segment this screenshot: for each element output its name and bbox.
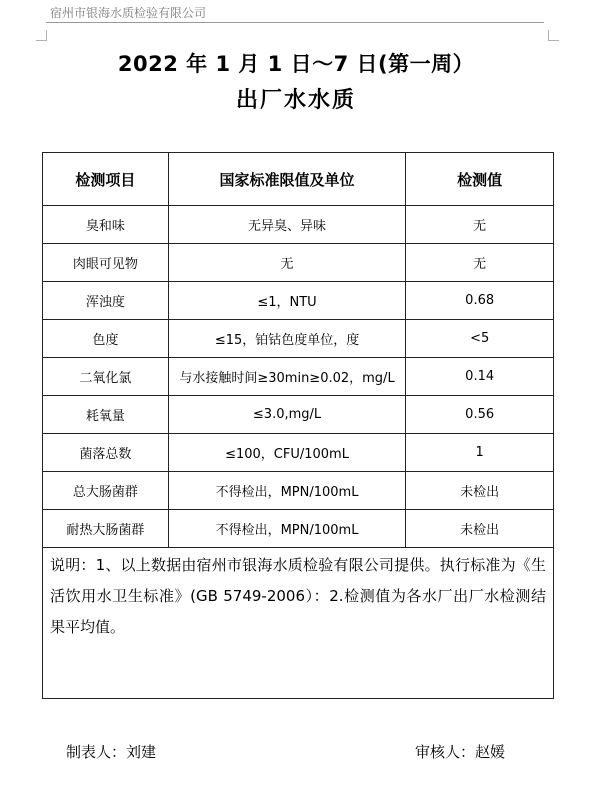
report-title: 2022 年 1 月 1 日～7 日(第一周）: [117, 52, 475, 76]
item-name: 浑浊度: [43, 282, 169, 320]
table-row: [43, 206, 554, 244]
report-subtitle: 出厂水水质: [235, 88, 356, 113]
item-name: 耗氧量: [43, 396, 169, 434]
preparer-signature: 制表人：刘建: [66, 743, 157, 761]
note-box: [42, 546, 554, 699]
limit-value: 无: [168, 244, 406, 282]
page-corner-mark-right: [548, 30, 559, 41]
test-value: <5: [406, 320, 554, 358]
table-row: [43, 358, 554, 396]
item-name: 菌落总数: [43, 434, 169, 472]
header-company-name: 宿州市银海水质检验有限公司: [50, 6, 207, 20]
table-row: [43, 244, 554, 282]
table-row: [43, 396, 554, 434]
table-row: [43, 320, 554, 358]
limit-value: 与水接触时间≥30min≥0.02，mg/L: [168, 358, 406, 396]
note-text: 说明：1、以上数据由宿州市银海水质检验有限公司提供。执行标准为《生活饮用水卫生标准》(GB 5749-2006）：2.检测值为各水厂出厂水检测结果平均值。: [50, 556, 546, 636]
limit-value: 无异臭、异味: [168, 206, 406, 244]
limit-value: ≤15，铂钴色度单位，度: [168, 320, 406, 358]
limit-value: ≤1，NTU: [168, 282, 406, 320]
test-value: 0.14: [406, 358, 554, 396]
column-header-item: 检测项目: [43, 153, 169, 206]
item-name: 色度: [43, 320, 169, 358]
table-row: [43, 472, 554, 510]
table-row: [43, 510, 554, 548]
item-name: 耐热大肠菌群: [43, 510, 169, 548]
column-header-limit: 国家标准限值及单位: [168, 153, 406, 206]
limit-value: 不得检出，MPN/100mL: [168, 510, 406, 548]
reviewer-signature: 审核人：赵媛: [415, 743, 506, 761]
limit-value: ≤100，CFU/100mL: [168, 434, 406, 472]
water-quality-table: [42, 152, 554, 548]
test-value: 未检出: [406, 472, 554, 510]
test-value: 0.56: [406, 396, 554, 434]
test-value: 无: [406, 206, 554, 244]
table-row: [43, 282, 554, 320]
table-row: [43, 434, 554, 472]
item-name: 二氧化氯: [43, 358, 169, 396]
limit-value: ≤3.0,mg/L: [168, 396, 406, 434]
test-value: 1: [406, 434, 554, 472]
test-value: 未检出: [406, 510, 554, 548]
item-name: 肉眼可见物: [43, 244, 169, 282]
test-value: 无: [406, 244, 554, 282]
page-corner-mark-left: [36, 30, 47, 41]
item-name: 臭和味: [43, 206, 169, 244]
item-name: 总大肠菌群: [43, 472, 169, 510]
limit-value: 不得检出，MPN/100mL: [168, 472, 406, 510]
header-divider: [46, 22, 544, 23]
test-value: 0.68: [406, 282, 554, 320]
table-header-row: [43, 153, 554, 206]
column-header-value: 检测值: [406, 153, 554, 206]
